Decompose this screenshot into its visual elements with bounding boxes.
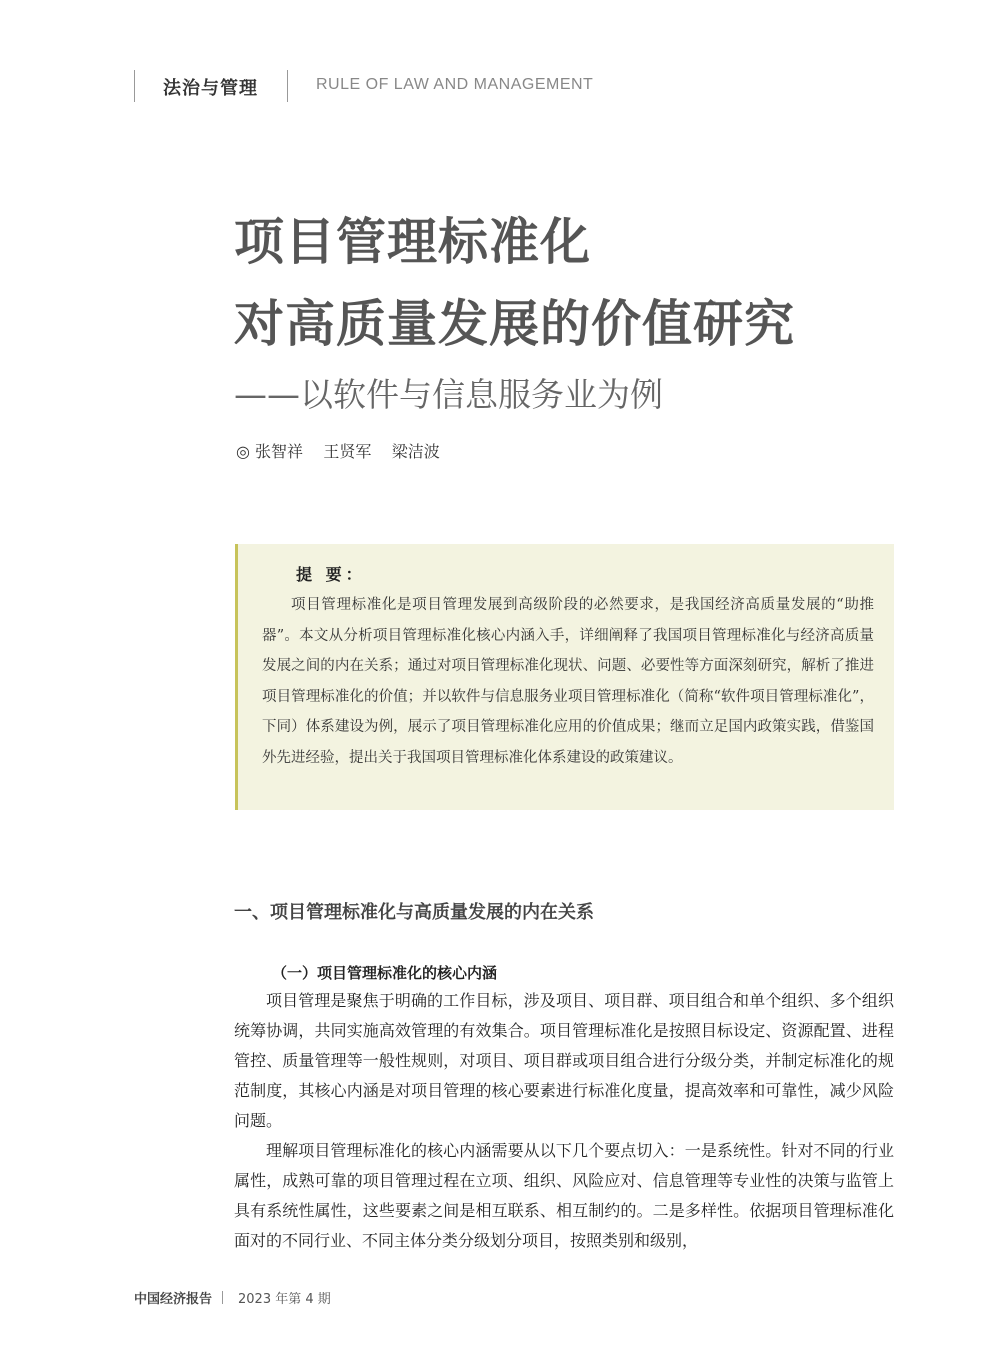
page-header — [0, 70, 1000, 104]
abstract-text: 项目管理标准化是项目管理发展到高级阶段的必然要求，是我国经济高质量发展的“助推器”。本文从分析项目管理标准化核心内涵入手，详细阐释了我国项目管理标准化与经济高质量发展之间的内在关系；通过对项目管理标准化现状、问题、必要性等方面深刻研究，解析了推进项目管理标准化的价值；并以软件与信息服务业项目管理标准化（简称“软件项目管理标准化”，下同）体系建设为例，展示了项目管理标准化应用的价值成果；继而立足国内政策实践，借鉴国外先进经验，提出关于我国项目管理标准化体系建设的政策建议。 — [262, 597, 874, 766]
abstract-label: 提 要： — [296, 565, 366, 584]
section-heading: 一、项目管理标准化与高质量发展的内在关系 — [234, 902, 594, 923]
magazine-name: 中国经济报告 — [134, 1292, 213, 1307]
section-name-cn: 法治与管理 — [163, 78, 258, 99]
header-divider — [134, 70, 135, 102]
section-name-en: RULE OF LAW AND MANAGEMENT — [316, 76, 594, 93]
article-authors: ◎ 张智祥 王贤军 梁洁波 — [236, 442, 440, 461]
body-paragraph: 项目管理是聚焦于明确的工作目标，涉及项目、项目群、项目组合和单个组织、多个组织统筹协调，共同实施高效管理的有效集合。项目管理标准化是按照目标设定、资源配置、进程管控、质量管理等一般性规则，对项目、项目群或项目组合进行分级分类，并制定标准化的规范制度，其核心内涵是对项目管理的核心要素进行标准化度量，提高效率和可靠性，减少风险问题。 — [234, 991, 894, 1130]
article-subtitle: ——以软件与信息服务业为例 — [234, 375, 663, 414]
article-title-line2: 对高质量发展的价值研究 — [234, 294, 795, 353]
issue-number: 2023 年第 4 期 — [238, 1292, 331, 1307]
body-paragraph: 理解项目管理标准化的核心内涵需要从以下几个要点切入：一是系统性。针对不同的行业属性，成熟可靠的项目管理过程在立项、组织、风险应对、信息管理等专业性的决策与监管上具有系统性属性，这些要素之间是相互联系、相互制约的。二是多样性。依据项目管理标准化面对的不同行业、不同主体分类分级划分项目，按照类别和级别， — [234, 1141, 894, 1250]
subsection-heading: （一）项目管理标准化的核心内涵 — [272, 964, 498, 982]
abstract-box — [235, 544, 894, 810]
header-divider — [287, 70, 288, 102]
article-title-line1: 项目管理标准化 — [234, 212, 591, 271]
footer-divider — [222, 1291, 223, 1304]
